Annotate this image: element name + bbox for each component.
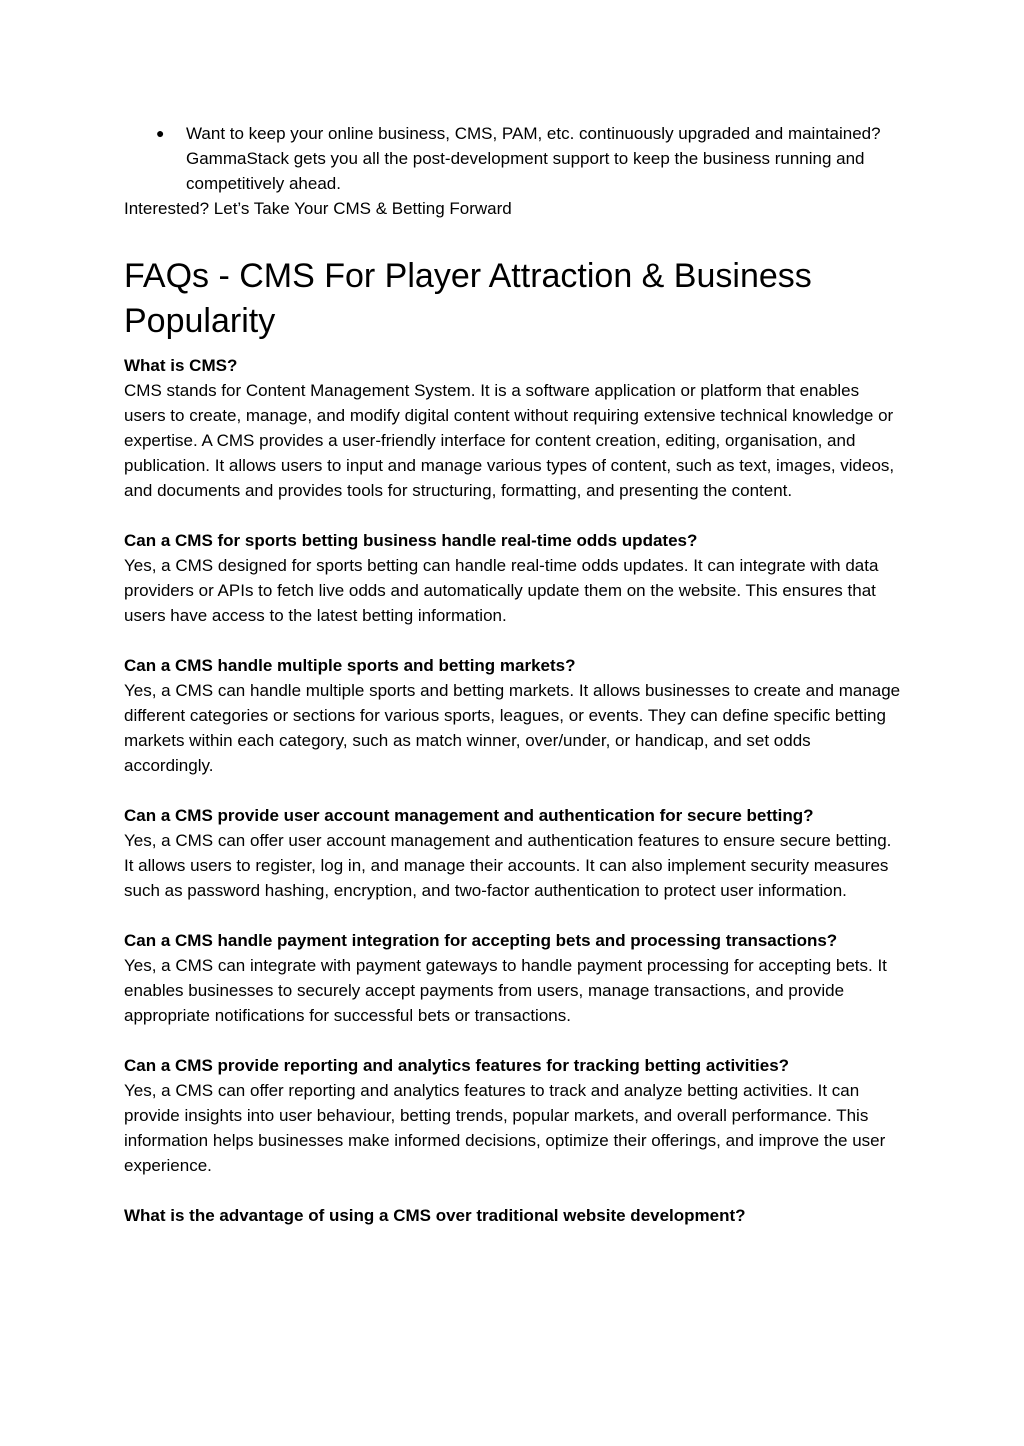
- faq-answer: CMS stands for Content Management System. It is a software application or platform that enables users to create, manage, and modify digital content without requiring extensive technical knowledge or expertise. A CMS provides a user-friendly interface for content creation, editing, organisation, and publication. It allows users to input and manage various types of content, such as text, images, videos, and documents and provides tools for structuring, formatting, and presenting the content.: [124, 381, 895, 500]
- faq-question: Can a CMS handle multiple sports and betting markets?: [124, 656, 576, 675]
- faq-item: [124, 803, 904, 903]
- bullet-dot-icon: ●: [156, 125, 165, 141]
- faq-answer: Yes, a CMS designed for sports betting can handle real-time odds updates. It can integrate with data providers or APIs to fetch live odds and automatically update them on the website. This ensures that users have access to the latest betting information.: [124, 556, 879, 625]
- faq-answer: Yes, a CMS can integrate with payment gateways to handle payment processing for accepting bets. It enables businesses to securely accept payments from users, manage transactions, and provide appropriate notifications for successful bets or transactions.: [124, 956, 887, 1025]
- faq-item: [124, 653, 904, 778]
- faq-item: [124, 1053, 904, 1178]
- faq-question: Can a CMS for sports betting business handle real-time odds updates?: [124, 531, 698, 550]
- faq-answer: Yes, a CMS can offer user account management and authentication features to ensure secure betting. It allows users to register, log in, and manage their accounts. It can also implement security measures such as password hashing, encryption, and two-factor authentication to protect user information.: [124, 831, 892, 900]
- bullet-text: Want to keep your online business, CMS, PAM, etc. continuously upgraded and maintained? GammaStack gets you all the post-development support to keep the business running and competitively ahead.: [186, 124, 881, 193]
- faq-answer: Yes, a CMS can handle multiple sports and betting markets. It allows businesses to create and manage different categories or sections for various sports, leagues, or events. They can define specific betting markets within each category, such as match winner, over/under, or handicap, and set odds accordingly.: [124, 681, 901, 775]
- faq-question: Can a CMS handle payment integration for accepting bets and processing transactions?: [124, 931, 838, 950]
- faq-item: [124, 928, 904, 1028]
- interested-line: Interested? Let’s Take Your CMS & Betting Forward: [124, 199, 512, 218]
- bullet-item: [124, 121, 904, 196]
- document-page: [124, 121, 904, 1253]
- bullet-list: [124, 121, 904, 196]
- faq-question: Can a CMS provide user account management and authentication for secure betting?: [124, 806, 814, 825]
- faq-question: What is the advantage of using a CMS over traditional website development?: [124, 1206, 746, 1225]
- page-title: FAQs - CMS For Player Attraction & Business Popularity: [124, 257, 812, 340]
- faq-item: [124, 353, 904, 503]
- faq-answer: Yes, a CMS can offer reporting and analytics features to track and analyze betting activities. It can provide insights into user behaviour, betting trends, popular markets, and overall performance. This information helps businesses make informed decisions, optimize their offerings, and improve the user experience.: [124, 1081, 886, 1175]
- faq-item: [124, 1203, 904, 1228]
- faq-item: [124, 528, 904, 628]
- faq-question: What is CMS?: [124, 356, 238, 375]
- faq-question: Can a CMS provide reporting and analytics features for tracking betting activities?: [124, 1056, 790, 1075]
